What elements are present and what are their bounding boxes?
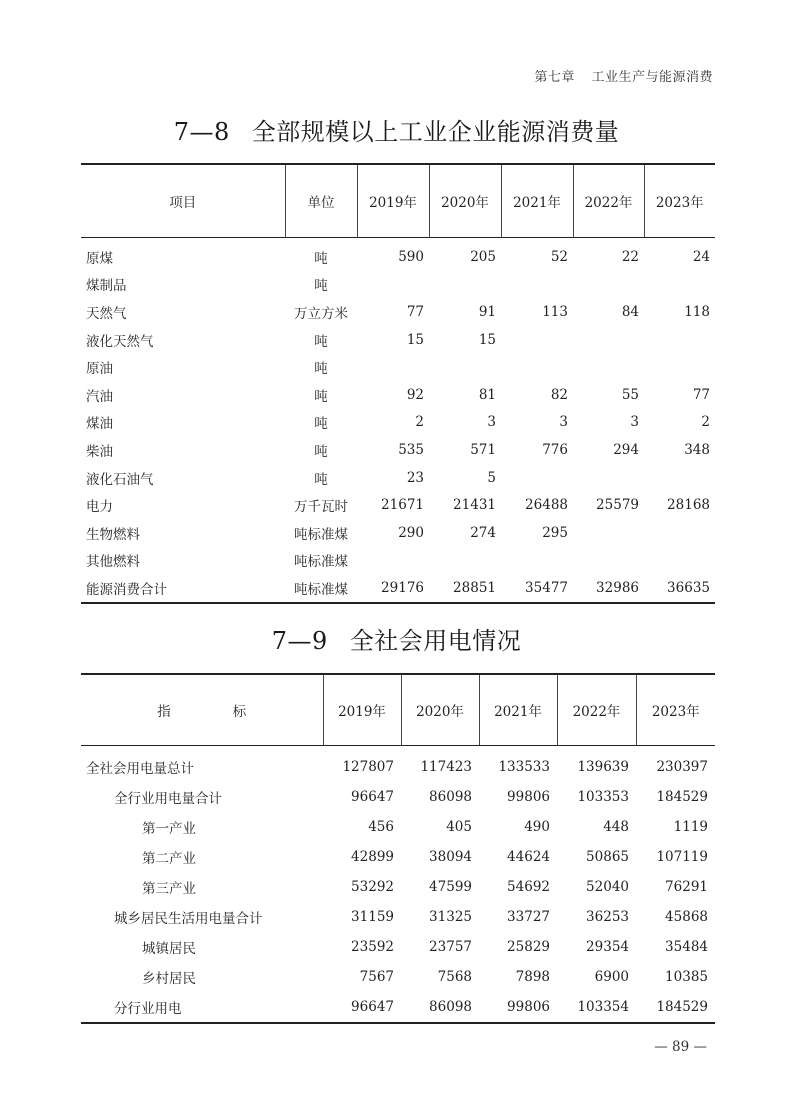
table2-value: 117423	[420, 759, 472, 775]
table1-row	[81, 298, 715, 326]
table1-row	[81, 491, 715, 519]
table2-indicator: 全行业用电量合计	[114, 791, 222, 807]
table2-header-2021: 2021年	[479, 674, 557, 746]
table1-value: 77	[406, 303, 424, 320]
table2-header-row	[81, 674, 715, 746]
table2-value: 38094	[429, 849, 472, 865]
table2-value: 133533	[498, 759, 550, 775]
table1-value: 3	[559, 414, 568, 431]
table1-value: 590	[398, 248, 424, 265]
table2-value: 7898	[515, 969, 550, 985]
table1-value: 26488	[525, 497, 568, 514]
table1-item: 天然气	[86, 305, 127, 322]
table1-item: 电力	[86, 499, 113, 516]
table1-unit: 吨	[314, 471, 328, 488]
table2-indicator: 全社会用电量总计	[86, 761, 194, 777]
table1-value: 15	[406, 331, 424, 348]
table2-value: 405	[446, 819, 472, 835]
table2-header-indicator-char2: 标	[232, 704, 247, 720]
table2-value: 50865	[586, 849, 629, 865]
table2-value: 42899	[351, 849, 394, 865]
table1-header-2019: 2019年	[357, 164, 429, 238]
table2-value: 23592	[351, 939, 394, 955]
table2-value: 7567	[359, 969, 394, 985]
table1-value: 28851	[453, 579, 496, 596]
table1-unit: 吨	[314, 333, 328, 350]
table1-value: 348	[684, 441, 710, 458]
table2-row	[81, 842, 715, 872]
table1-value	[644, 326, 715, 354]
table1-value	[644, 353, 715, 381]
table2-header-2022: 2022年	[557, 674, 636, 746]
table1-value: 118	[684, 303, 710, 320]
table1-value: 3	[630, 414, 639, 431]
running-header	[534, 66, 713, 85]
table2-value: 33727	[507, 909, 550, 925]
table1-value: 22	[621, 248, 639, 265]
table2-value: 86098	[429, 789, 472, 805]
table2-value: 7568	[437, 969, 472, 985]
table1-header-unit: 单位	[285, 164, 357, 238]
table1-value: 23	[406, 469, 424, 486]
table2-value: 29354	[586, 939, 629, 955]
table1-value: 3	[487, 414, 496, 431]
table1-value	[501, 547, 573, 575]
table2-value: 25829	[507, 939, 550, 955]
table2-value: 103354	[577, 999, 629, 1015]
table1-value	[429, 547, 501, 575]
table1-value	[573, 464, 644, 492]
chapter-label: 第七章	[534, 70, 575, 85]
table2-value: 103353	[577, 789, 629, 805]
table2-value: 36253	[586, 909, 629, 925]
table1-item: 能源消费合计	[86, 581, 167, 598]
table2-title	[0, 621, 793, 656]
table1-value: 25579	[596, 497, 639, 514]
page-number: — 89 —	[654, 1039, 707, 1055]
table1-header-2020: 2020年	[429, 164, 501, 238]
table1-unit: 吨	[314, 278, 328, 295]
table2-title-text: 全社会用电情况	[349, 627, 522, 655]
table1-value	[573, 353, 644, 381]
table2-value: 45868	[665, 909, 708, 925]
table1-value	[501, 271, 573, 299]
table1-row	[81, 326, 715, 354]
table2-indicator: 乡村居民	[142, 971, 196, 987]
table1-value: 535	[398, 441, 424, 458]
table2-indicator: 分行业用电	[114, 1001, 182, 1017]
table2-value: 490	[524, 819, 550, 835]
table1-item: 其他燃料	[86, 554, 140, 571]
table2-value: 107119	[656, 849, 708, 865]
table1-unit: 吨标准煤	[294, 526, 348, 543]
table1-value: 29176	[381, 579, 424, 596]
table1-value: 205	[470, 248, 496, 265]
table1-item: 原煤	[86, 250, 113, 267]
table2-value: 10385	[665, 969, 708, 985]
table1-unit: 吨	[314, 250, 328, 267]
table1-item: 煤制品	[86, 278, 127, 295]
table1-item: 液化石油气	[86, 471, 154, 488]
table1-unit: 吨	[314, 388, 328, 405]
table1-value	[644, 271, 715, 299]
table1-unit: 吨	[314, 443, 328, 460]
table1-header-2022: 2022年	[573, 164, 644, 238]
table2-row	[81, 812, 715, 842]
table1-header-item: 项目	[81, 164, 285, 238]
table1-value	[644, 519, 715, 547]
table1-unit: 万千瓦时	[294, 499, 348, 516]
table1-value: 28168	[667, 497, 710, 514]
table2-value: 44624	[507, 849, 550, 865]
table1-value	[429, 353, 501, 381]
table1-unit: 万立方米	[294, 305, 348, 322]
table1-value: 81	[478, 386, 496, 403]
table1-unit: 吨标准煤	[294, 554, 348, 571]
table1-value	[357, 271, 429, 299]
table1-value: 571	[470, 441, 496, 458]
table1-item: 液化天然气	[86, 333, 154, 350]
table2-row	[81, 782, 715, 812]
table1-row	[81, 519, 715, 547]
table1-value: 5	[487, 469, 496, 486]
table2-indicator: 第二产业	[142, 851, 196, 867]
table2-value: 230397	[656, 759, 708, 775]
table2-row	[81, 872, 715, 902]
table1-value: 36635	[667, 579, 710, 596]
table1-value: 24	[692, 248, 710, 265]
table2-header-2019: 2019年	[323, 674, 401, 746]
table1-row	[81, 271, 715, 299]
table1-value: 290	[398, 524, 424, 541]
table2-number: 7—9	[271, 627, 328, 655]
table1-value	[644, 547, 715, 575]
table1-item: 煤油	[86, 416, 113, 433]
table2-value: 184529	[656, 789, 708, 805]
table2-value: 96647	[351, 789, 394, 805]
table1-item: 汽油	[86, 388, 113, 405]
table2-indicator: 第三产业	[142, 881, 196, 897]
table2-indicator: 城乡居民生活用电量合计	[114, 911, 263, 927]
table2-value: 127807	[342, 759, 394, 775]
table1-row	[81, 381, 715, 409]
table1-value: 776	[542, 441, 568, 458]
table1-header-2021: 2021年	[501, 164, 573, 238]
table1-value: 32986	[596, 579, 639, 596]
table1-value: 21671	[381, 497, 424, 514]
table1-value	[573, 519, 644, 547]
table2-header-2023: 2023年	[636, 674, 715, 746]
electricity-usage-table	[81, 673, 715, 1024]
table1-unit: 吨	[314, 361, 328, 378]
table1-row	[81, 436, 715, 464]
table2-value: 23757	[429, 939, 472, 955]
table1-value	[573, 271, 644, 299]
table2-value: 184529	[656, 999, 708, 1015]
table2-value: 31325	[429, 909, 472, 925]
table1-value: 2	[701, 414, 710, 431]
table2-value: 448	[603, 819, 629, 835]
table2-value: 86098	[429, 999, 472, 1015]
table1-value	[501, 464, 573, 492]
table2-row	[81, 902, 715, 932]
energy-consumption-table	[81, 163, 715, 604]
table1-item: 生物燃料	[86, 526, 140, 543]
table2-header-2020: 2020年	[401, 674, 479, 746]
table2-value: 96647	[351, 999, 394, 1015]
table2-row	[81, 932, 715, 962]
table2-value: 1119	[673, 819, 708, 835]
table1-value: 294	[613, 441, 639, 458]
table1-title-text: 全部规模以上工业企业能源消费量	[251, 118, 620, 146]
table1-unit: 吨标准煤	[294, 581, 348, 598]
table2-value: 35484	[665, 939, 708, 955]
table1-value: 77	[692, 386, 710, 403]
table1-row	[81, 238, 715, 271]
table1-title	[0, 112, 793, 147]
table2-value: 6900	[594, 969, 629, 985]
table2-header-indicator	[81, 674, 323, 746]
table2-indicator: 城镇居民	[142, 941, 196, 957]
table1-value	[357, 547, 429, 575]
table2-value: 54692	[507, 879, 550, 895]
table2-value: 31159	[351, 909, 394, 925]
chapter-title: 工业生产与能源消费	[591, 70, 713, 85]
table2-indicator: 第一产业	[142, 821, 196, 837]
table1-row	[81, 464, 715, 492]
table2-row	[81, 962, 715, 992]
table1-item: 原油	[86, 361, 113, 378]
table1-value	[644, 464, 715, 492]
table2-value: 52040	[586, 879, 629, 895]
table1-value: 35477	[525, 579, 568, 596]
table1-value: 274	[470, 524, 496, 541]
table1-value: 91	[478, 303, 496, 320]
table1-value: 113	[542, 303, 568, 320]
table2-row	[81, 992, 715, 1023]
table2-value: 47599	[429, 879, 472, 895]
table1-row	[81, 409, 715, 437]
table1-value	[429, 271, 501, 299]
table1-header-2023: 2023年	[644, 164, 715, 238]
table1-value: 2	[415, 414, 424, 431]
table2-header-indicator-char1: 指	[157, 704, 171, 720]
table1-value	[573, 547, 644, 575]
table1-item: 柴油	[86, 443, 113, 460]
table1-value: 82	[550, 386, 568, 403]
table1-value	[501, 353, 573, 381]
table1-value	[501, 326, 573, 354]
table2-value: 99806	[507, 789, 550, 805]
table1-header-row	[81, 164, 715, 238]
table1-value: 55	[621, 386, 639, 403]
table1-value: 84	[621, 303, 639, 320]
table1-value: 21431	[453, 497, 496, 514]
table2-row	[81, 746, 715, 783]
table1-row	[81, 353, 715, 381]
table2-value: 76291	[665, 879, 708, 895]
table1-row	[81, 574, 715, 603]
table1-number: 7—8	[173, 118, 230, 146]
table2-value: 99806	[507, 999, 550, 1015]
table1-value	[357, 353, 429, 381]
table1-value	[573, 326, 644, 354]
table1-value: 295	[542, 524, 568, 541]
table2-value: 53292	[351, 879, 394, 895]
table1-value: 52	[550, 248, 568, 265]
table1-row	[81, 547, 715, 575]
table1-value: 15	[478, 331, 496, 348]
table1-unit: 吨	[314, 416, 328, 433]
table2-value: 139639	[577, 759, 629, 775]
table2-value: 456	[368, 819, 394, 835]
table1-value: 92	[406, 386, 424, 403]
